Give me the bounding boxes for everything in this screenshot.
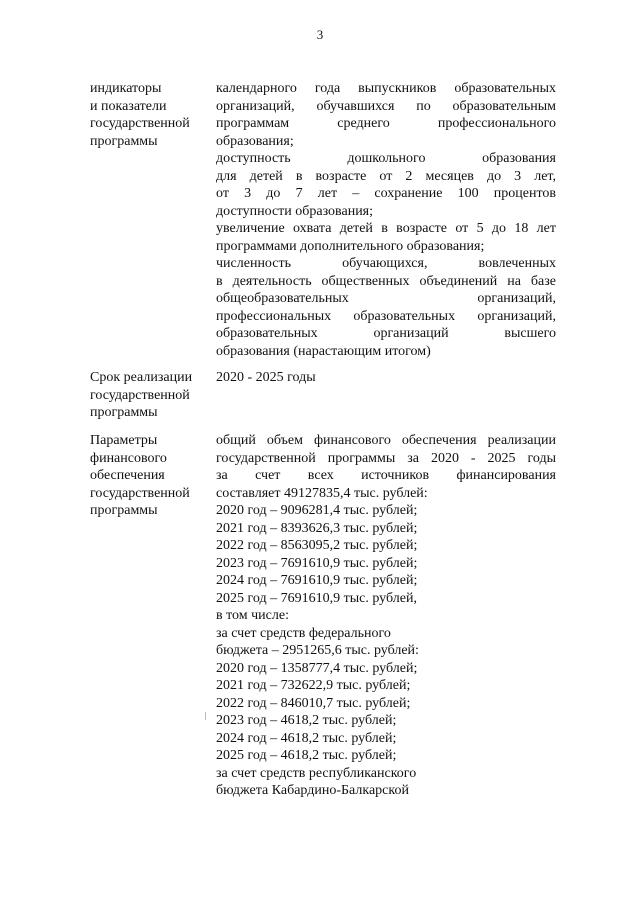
finance-label bbox=[90, 432, 208, 520]
content-line: увеличение охвата детей в возрасте от 5 до 18 лет bbox=[216, 221, 556, 236]
period-label bbox=[90, 369, 208, 422]
content-line: от 3 до 7 лет – сохранение 100 процентов bbox=[216, 186, 556, 201]
content-line: бюджета – 2951265,6 тыс. рублей: bbox=[216, 643, 419, 658]
label-line: государственной bbox=[90, 116, 190, 131]
content-line: составляет 49127835,4 тыс. рублей: bbox=[216, 485, 428, 501]
content-line: за счет всех источников финансирования bbox=[216, 468, 556, 483]
content-line: 2020 год – 1358777,4 тыс. рублей; bbox=[216, 660, 418, 676]
content-line: 2022 год – 846010,7 тыс. рублей; bbox=[216, 695, 411, 711]
content-line: бюджета Кабардино-Балкарской bbox=[216, 783, 409, 798]
content-line: программам среднего профессионального bbox=[216, 116, 556, 131]
content-line: 2022 год – 8563095,2 тыс. рублей; bbox=[216, 538, 418, 553]
indicators-label bbox=[90, 80, 208, 150]
content-line: общий объем финансового обеспечения реализации bbox=[216, 433, 556, 448]
label-line: программы bbox=[90, 133, 158, 149]
content-line: государственной программы за 2020 - 2025 годы bbox=[216, 450, 556, 466]
label-line: обеспечения bbox=[90, 468, 165, 483]
content-line: программами дополнительного образования; bbox=[216, 238, 485, 254]
content-line: 2024 год – 7691610,9 тыс. рублей; bbox=[216, 573, 418, 588]
content-line: 2021 год – 732622,9 тыс. рублей; bbox=[216, 678, 411, 693]
content-line: профессиональных образовательных организаций, bbox=[216, 308, 556, 324]
content-line: за счет средств республиканского bbox=[216, 765, 417, 781]
content-line: общеобразовательных организаций, bbox=[216, 291, 556, 306]
content-line: за счет средств федерального bbox=[216, 625, 391, 641]
page-number: 3 bbox=[316, 27, 324, 42]
content-line: в деятельность общественных объединений на базе bbox=[216, 273, 556, 289]
content-line: доступность дошкольного образования bbox=[216, 151, 556, 166]
content-line: 2023 год – 4618,2 тыс. рублей; bbox=[216, 713, 397, 728]
content-line: доступности образования; bbox=[216, 203, 374, 219]
label-line: индикаторы bbox=[90, 81, 162, 96]
content-line: образования (нарастающим итогом) bbox=[216, 343, 431, 359]
label-line: Срок реализации bbox=[90, 370, 193, 385]
label-line: государственной bbox=[90, 485, 190, 501]
label-line: программы bbox=[90, 405, 158, 420]
content-line: образовательных организаций высшего bbox=[216, 326, 556, 341]
period-content bbox=[216, 369, 556, 387]
content-line: 2021 год – 8393626,3 тыс. рублей; bbox=[216, 520, 418, 536]
content-line: 2020 год – 9096281,4 тыс. рублей; bbox=[216, 503, 418, 518]
content-line: 2025 год – 4618,2 тыс. рублей; bbox=[216, 748, 397, 763]
content-line: календарного года выпускников образовательных bbox=[216, 81, 556, 96]
scan-artifact bbox=[205, 712, 206, 720]
content-line: 2023 год – 7691610,9 тыс. рублей; bbox=[216, 555, 418, 571]
content-line: численность обучающихся, вовлеченных bbox=[216, 256, 556, 271]
label-line: Параметры bbox=[90, 433, 158, 448]
finance-content bbox=[216, 432, 556, 800]
label-line: программы bbox=[90, 503, 158, 518]
content-line: в том числе: bbox=[216, 608, 289, 623]
content-line: 2024 год – 4618,2 тыс. рублей; bbox=[216, 730, 397, 746]
indicators-content bbox=[216, 80, 556, 360]
content-line: для детей в возрасте от 2 месяцев до 3 лет, bbox=[216, 168, 556, 184]
label-line: финансового bbox=[90, 450, 167, 466]
content-line: 2025 год – 7691610,9 тыс. рублей, bbox=[216, 590, 417, 606]
label-line: государственной bbox=[90, 387, 190, 403]
label-line: и показатели bbox=[90, 98, 167, 114]
content-line: 2020 - 2025 годы bbox=[216, 370, 316, 385]
content-line: организаций, обучавшихся по образовательным bbox=[216, 98, 556, 114]
content-line: образования; bbox=[216, 133, 294, 149]
